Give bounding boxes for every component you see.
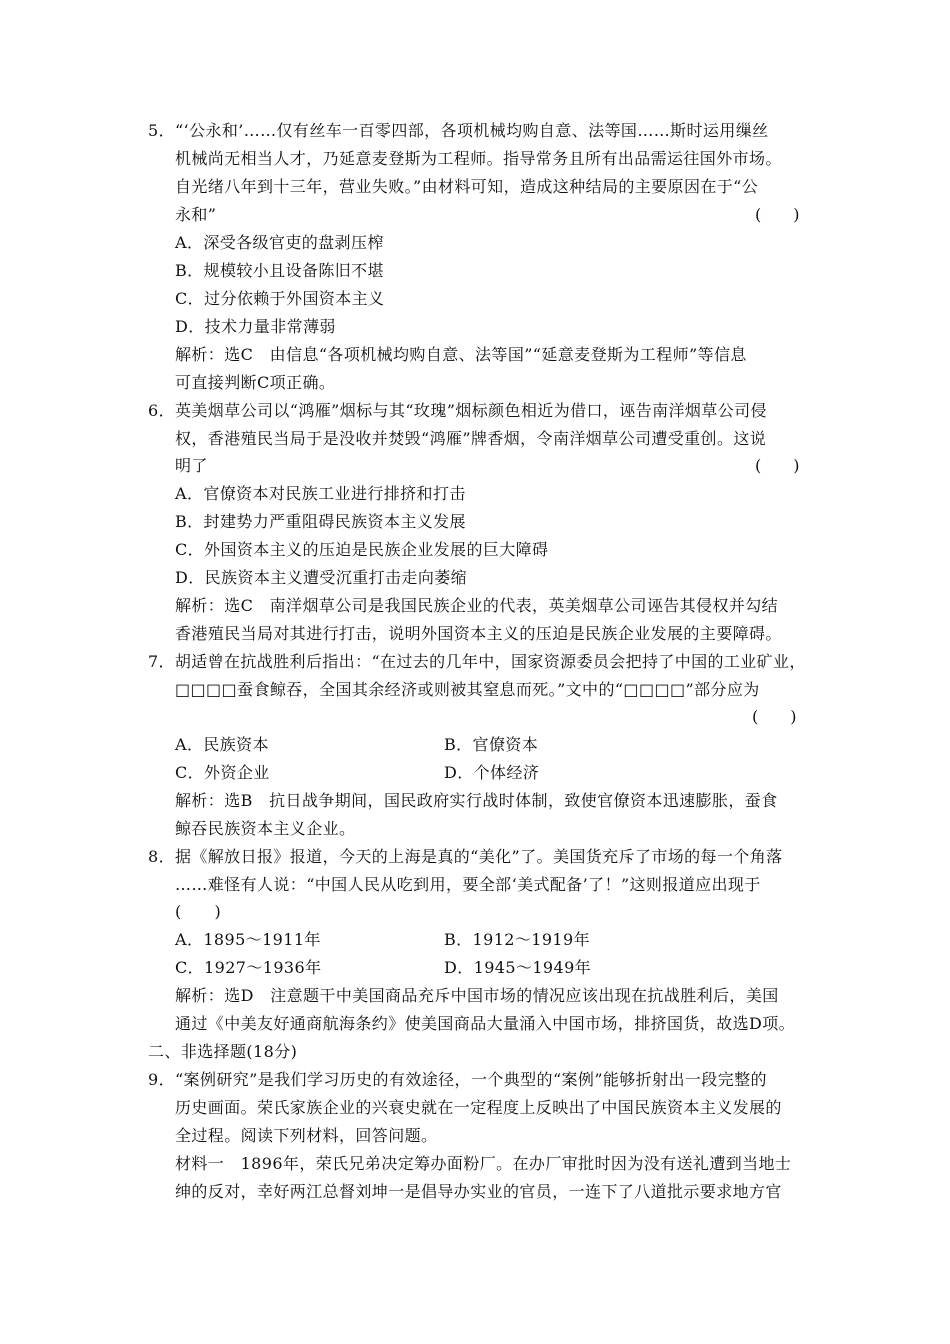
q9-line-2: 历史画面。荣氏家族企业的兴衰史就在一定程度上反映出了中国民族资本主义发展的 [175,1098,782,1117]
q5-line-1: 5．“‘公永和’……仅有丝车一百零四部，各项机械均购自意、法等国……斯时运用缫丝 [148,121,769,140]
q8-option-c: C．1927～1936年 [175,958,322,977]
q9-material-1-line-2: 绅的反对，幸好两江总督刘坤一是倡导办实业的官员，一连下了八道批示要求地方官 [175,1182,782,1201]
q6-line-2: 权，香港殖民当局于是没收并焚毁“鸿雁”牌香烟，令南洋烟草公司遭受重创。这说 [175,429,767,448]
q5-line-4: 永和” [175,205,217,224]
q5-line-2: 机械尚无相当人才，乃延意麦登斯为工程师。指导常务且所有出品需运往国外市场。 [175,149,782,168]
q5-answer-paren: ( ) [755,205,800,224]
q9-line-1: 9．“案例研究”是我们学习历史的有效途径，一个典型的“案例”能够折射出一段完整的 [148,1070,767,1089]
q6-analysis-1: 解析：选C 南洋烟草公司是我国民族企业的代表，英美烟草公司诬告其侵权并勾结 [175,596,779,615]
q5-option-a: A．深受各级官吏的盘剥压榨 [175,233,384,252]
q8-option-d: D．1945～1949年 [444,958,592,977]
q7-option-c: C．外资企业 [175,763,270,782]
q5-analysis-2: 可直接判断C项正确。 [175,373,336,392]
q7-option-a: A．民族资本 [175,735,269,754]
q8-line-2: ……难怪有人说：“中国人民从吃到用，要全部‘美式配备’了！”这则报道应出现于 [175,875,761,894]
q6-option-a: A．官僚资本对民族工业进行排挤和打击 [175,484,466,503]
q5-option-b: B．规模较小且设备陈旧不堪 [175,261,384,280]
section-heading-non-choice: 二、非选择题(18分) [148,1042,298,1061]
q9-material-1-line-1: 材料一 1896年，荣氏兄弟决定筹办面粉厂。在办厂审批时因为没有送礼遭到当地士 [175,1154,792,1173]
q6-option-d: D．民族资本主义遭受沉重打击走向萎缩 [175,568,468,587]
q7-analysis-1: 解析：选B 抗日战争期间，国民政府实行战时体制，致使官僚资本迅速膨胀，蚕食 [175,791,778,810]
q8-option-a: A．1895～1911年 [175,930,321,949]
q5-line-3: 自光绪八年到十三年，营业失败。”由材料可知，造成这种结局的主要原因在于“公 [175,177,759,196]
q8-option-b: B．1912～1919年 [444,930,590,949]
q6-answer-paren: ( ) [755,456,800,475]
q5-option-c: C．过分依赖于外国资本主义 [175,289,385,308]
q6-option-b: B．封建势力严重阻碍民族资本主义发展 [175,512,466,531]
q8-answer-paren: ( ) [175,902,222,921]
q8-analysis-1: 解析：选D 注意题干中美国商品充斥中国市场的情况应该出现在抗战胜利后，美国 [175,986,779,1005]
q9-line-3: 全过程。阅读下列材料，回答问题。 [175,1126,438,1145]
q5-option-d: D．技术力量非常薄弱 [175,317,336,336]
q6-analysis-2: 香港殖民当局对其进行打击，说明外国资本主义的压迫是民族企业发展的主要障碍。 [175,624,782,643]
q7-line-1: 7．胡适曾在抗战胜利后指出：“在过去的几年中，国家资源委员会把持了中国的工业矿业， [148,652,806,671]
q7-option-d: D．个体经济 [444,763,540,782]
q6-line-3: 明了 [175,456,208,475]
q7-option-b: B．官僚资本 [444,735,539,754]
q7-analysis-2: 鲸吞民族资本主义企业。 [175,819,356,838]
q7-answer-paren: ( ) [752,707,797,726]
q7-line-2: □□□□蚕食鲸吞，全国其余经济或则被其窒息而死。”文中的“□□□□”部分应为 [175,680,760,699]
q8-line-1: 8．据《解放日报》报道，今天的上海是真的“美化”了。美国货充斥了市场的每一个角落 [148,847,783,866]
q5-analysis-1: 解析：选C 由信息“各项机械均购自意、法等国”“延意麦登斯为工程师”等信息 [175,345,747,364]
q8-analysis-2: 通过《中美友好通商航海条约》使美国商品大量涌入中国市场，排挤国货，故选D项。 [175,1014,796,1033]
q6-line-1: 6．英美烟草公司以“鸿雁”烟标与其“玫瑰”烟标颜色相近为借口，诬告南洋烟草公司侵 [148,401,767,420]
q6-option-c: C．外国资本主义的压迫是民族企业发展的巨大障碍 [175,540,549,559]
